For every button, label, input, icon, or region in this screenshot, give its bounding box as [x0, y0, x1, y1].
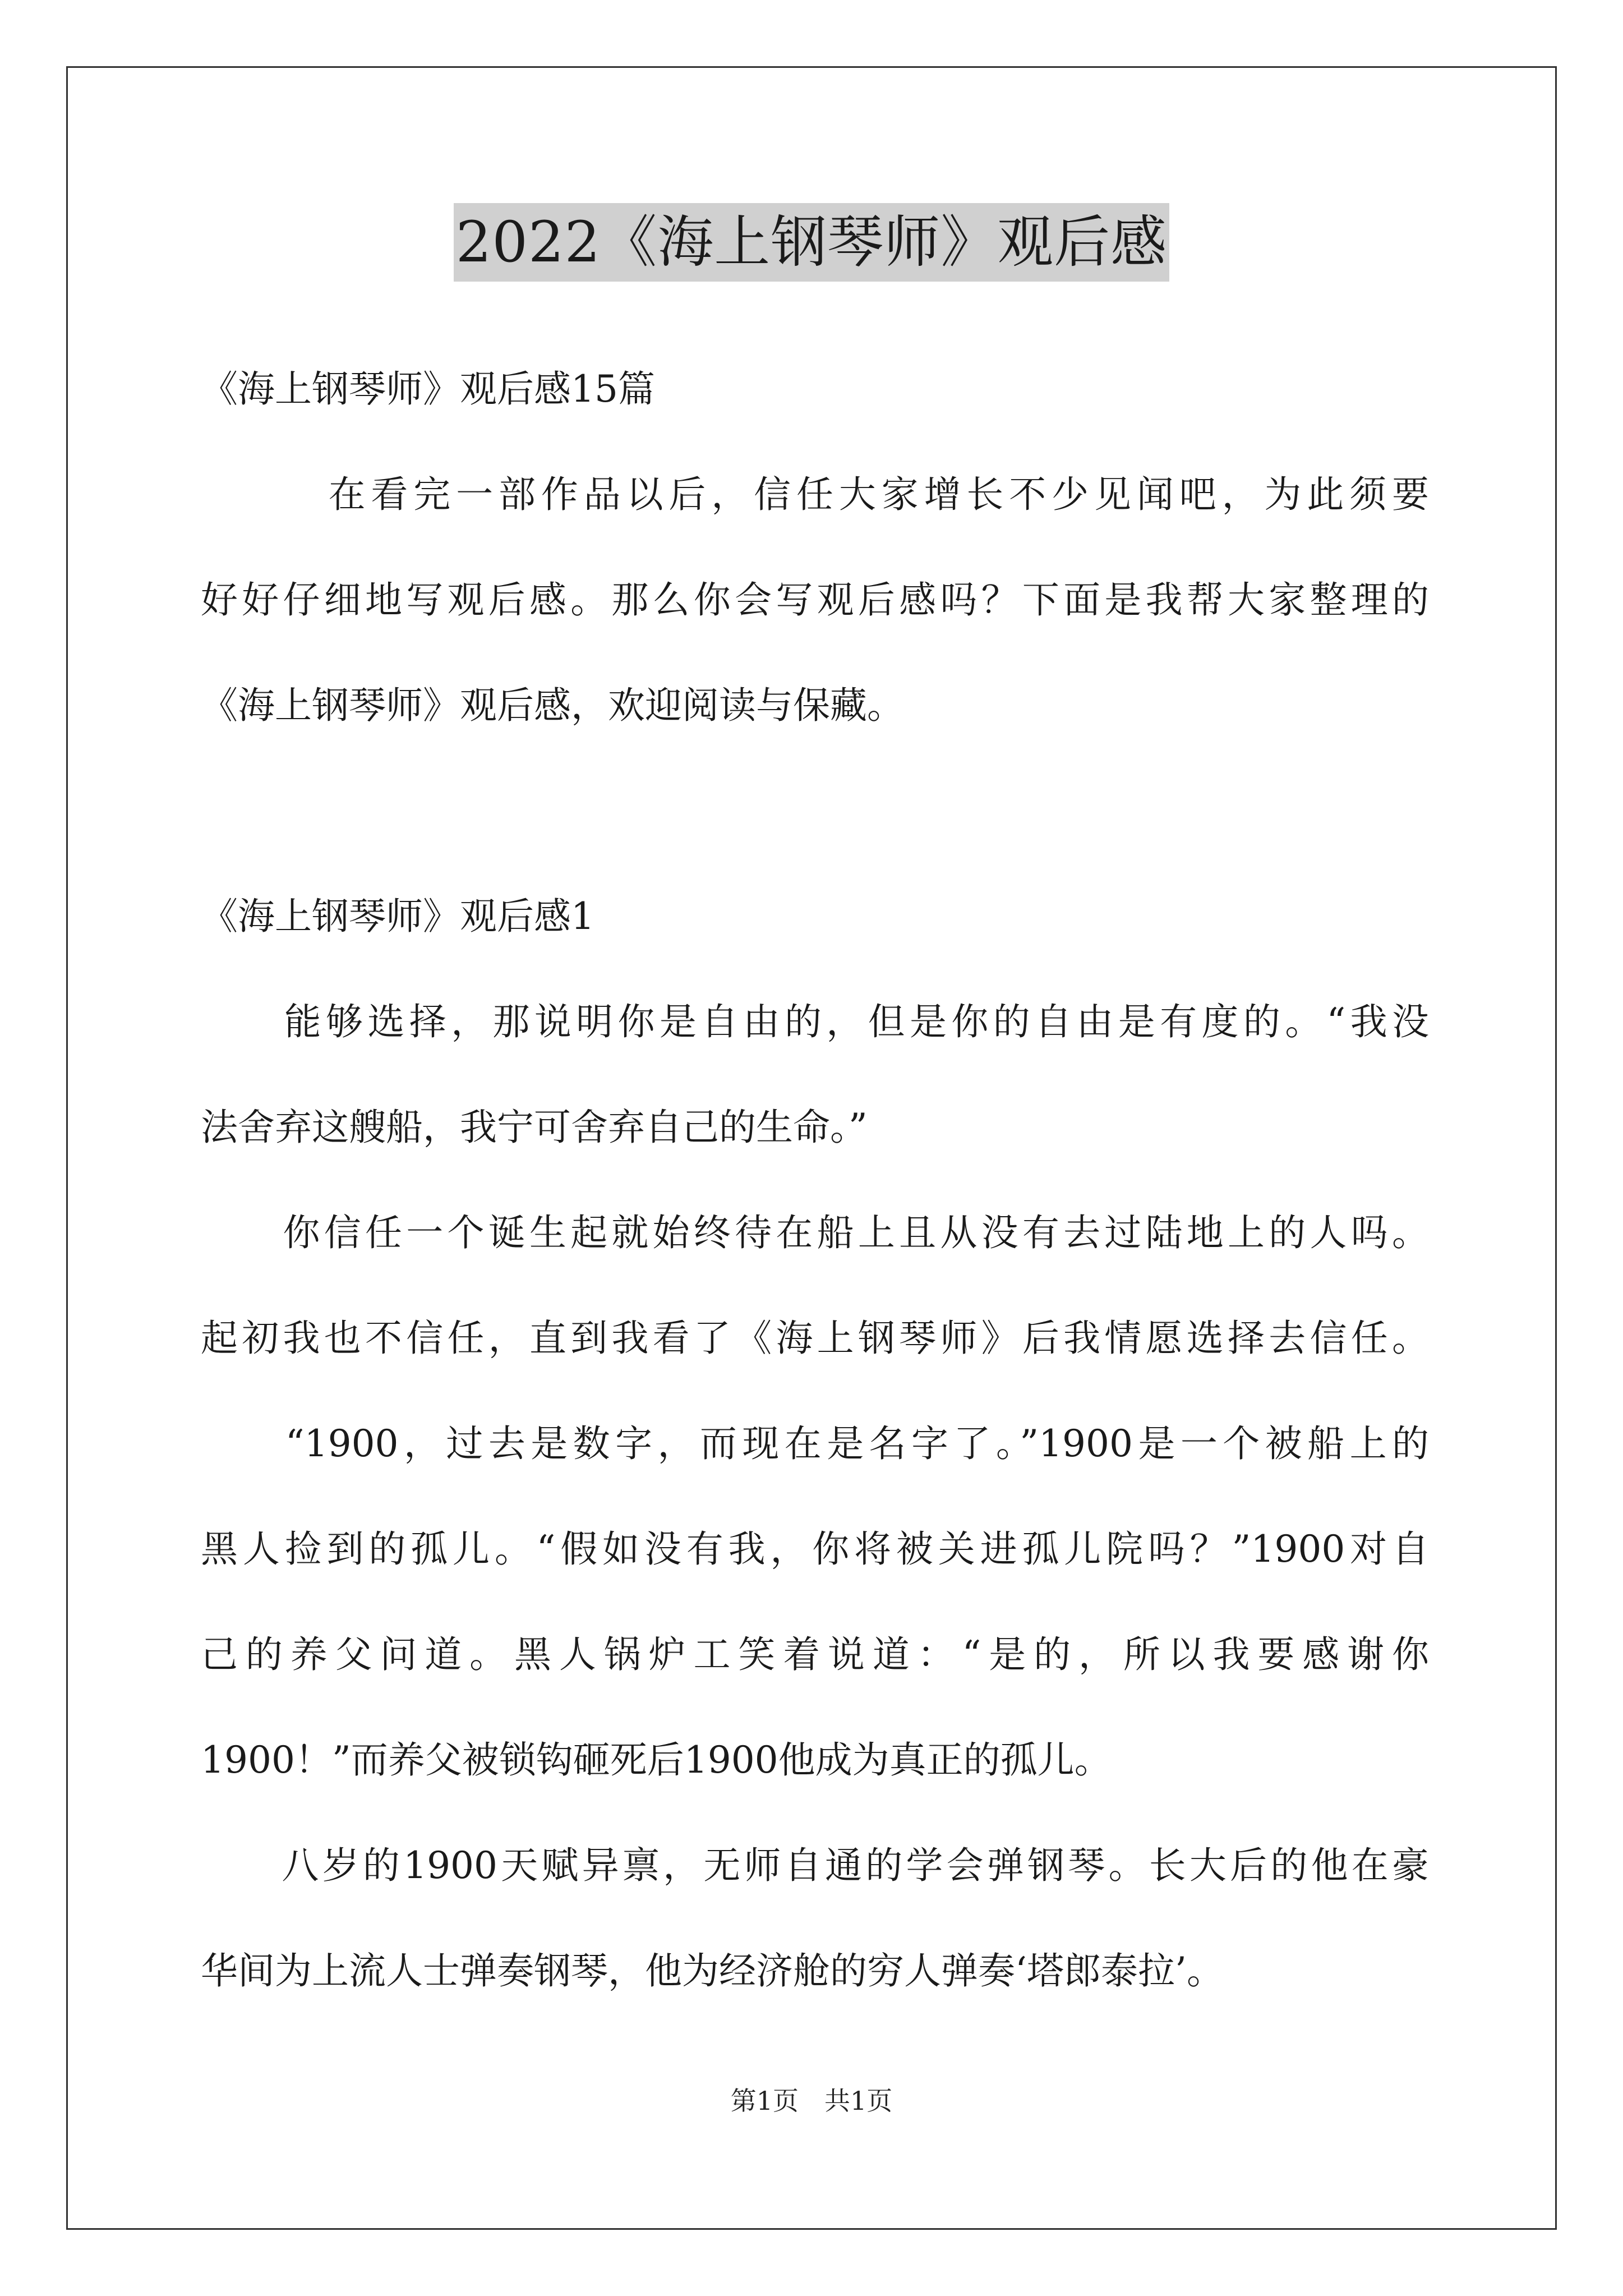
- paragraph-line: “1900，过去是数字，而现在是名字了。”1900是一个被船上的: [201, 1422, 1429, 1465]
- paragraph-line: 八岁的1900天赋异禀，无师自通的学会弹钢琴。长大后的他在豪: [201, 1844, 1429, 1887]
- intro-line: 《海上钢琴师》观后感，欢迎阅读与保藏。: [201, 684, 904, 727]
- title-container: [0, 203, 1623, 282]
- paragraph-line: 起初我也不信任，直到我看了《海上钢琴师》后我情愿选择去信任。: [201, 1317, 1429, 1360]
- section-heading: 《海上钢琴师》观后感1: [201, 895, 594, 938]
- paragraph-line: 你信任一个诞生起就始终待在船上且从没有去过陆地上的人吗。: [201, 1211, 1429, 1254]
- paragraph-line: 华间为上流人士弹奏钢琴，他为经济舱的穷人弹奏‘塔郎泰拉’。: [201, 1949, 1224, 1993]
- paragraph-line: 己的养父问道。黑人锅炉工笑着说道：“是的，所以我要感谢你: [201, 1633, 1429, 1676]
- document-title: 2022《海上钢琴师》观后感: [454, 203, 1170, 282]
- intro-line: 好好仔细地写观后感。那么你会写观后感吗？下面是我帮大家整理的: [201, 578, 1429, 622]
- paragraph-line: 1900！”而养父被锁钩砸死后1900他成为真正的孤儿。: [201, 1738, 1112, 1782]
- paragraph-line: 黑人捡到的孤儿。“假如没有我，你将被关进孤儿院吗？”1900对自: [201, 1527, 1429, 1571]
- paragraph-line: 法舍弃这艘船，我宁可舍弃自己的生命。”: [201, 1106, 868, 1149]
- intro-line: 在看完一部作品以后，信任大家增长不少见闻吧，为此须要: [201, 473, 1429, 516]
- paragraph-line: 能够选择，那说明你是自由的，但是你的自由是有度的。“我没: [201, 1000, 1429, 1043]
- subtitle: 《海上钢琴师》观后感15篇: [201, 367, 655, 411]
- page-footer: 第1页 共1页: [730, 2086, 893, 2116]
- spacer: [201, 758, 1429, 864]
- document-body: [201, 337, 1429, 2024]
